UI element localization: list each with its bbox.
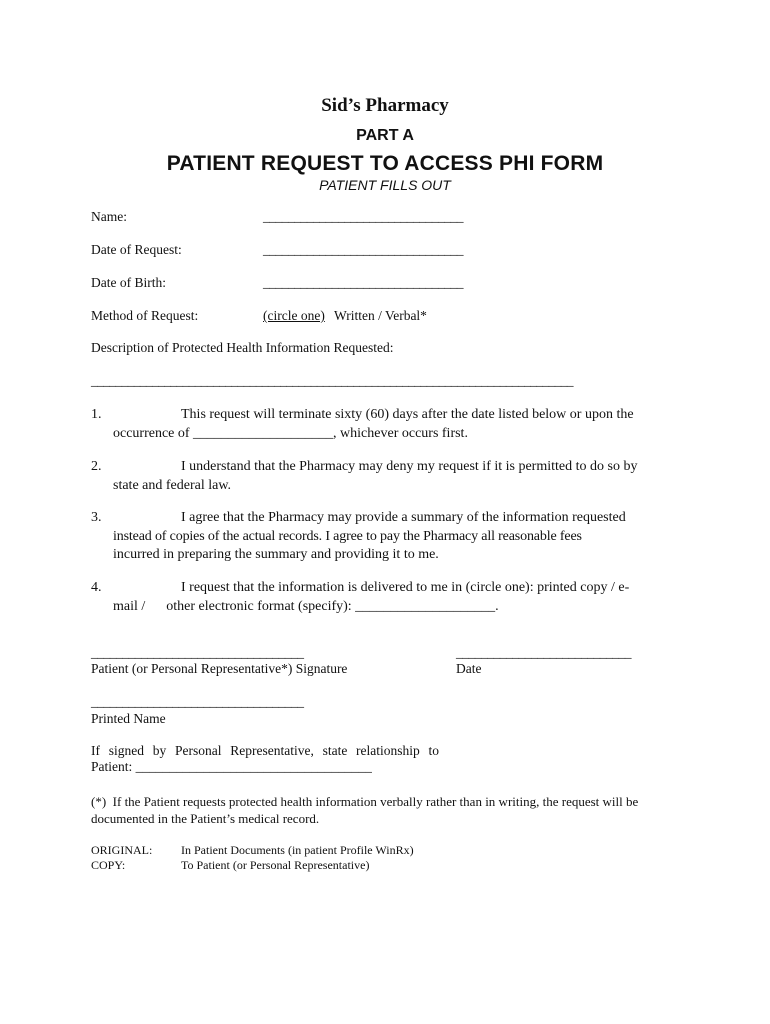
pharmacy-name: Sid’s Pharmacy [321,95,449,116]
name-field[interactable]: ________________________________ [263,209,463,224]
date-of-birth-label: Date of Birth: [91,275,166,290]
item-text-line[interactable]: occurrence of ____________________, whichever occurs first. [113,425,468,441]
item-number: 3. [91,510,102,525]
copy-label: COPY: [91,858,126,872]
signature-label: Patient (or Personal Representative*) Signature [91,661,348,676]
list-item-3 [91,509,681,565]
item-number: 2. [91,459,102,474]
description-label: Description of Protected Health Information Requested: [91,340,394,355]
printed-name-label: Printed Name [91,711,166,726]
item-text-line: I understand that the Pharmacy may deny my request if it is permitted to do so by [181,459,638,474]
item-text-line: incurred in preparing the summary and providing it to me. [113,547,439,562]
date-of-birth-field[interactable]: ________________________________ [263,275,463,290]
date-of-request-field[interactable]: ________________________________ [263,242,463,257]
item-number: 1. [91,407,102,422]
form-subtitle: PATIENT FILLS OUT [319,177,451,193]
name-label: Name: [91,209,127,224]
signature-field[interactable]: __________________________________ [91,645,304,660]
item-text-line[interactable]: mail / other electronic format (specify): ____________________. [113,598,499,614]
part-label: PART A [356,127,414,144]
printed-name-field[interactable]: __________________________________ [91,694,304,709]
representative-relationship-field[interactable]: Patient: ___________________________________ [91,759,372,774]
item-text-line: I agree that the Pharmacy may provide a summary of the information requested [181,510,626,525]
form-title: PATIENT REQUEST TO ACCESS PHI FORM [166,152,604,175]
item-number: 4. [91,580,102,595]
verbal-request-note-cont: documented in the Patient’s medical record. [91,811,320,826]
original-destination: In Patient Documents (in patient Profile WinRx) [181,843,414,857]
list-item-1 [91,406,681,443]
verbal-request-note: (*) If the Patient requests protected health information verbally rather than in writing, the request will be [91,794,639,809]
signature-date-label: Date [456,661,482,676]
original-label: ORIGINAL: [91,843,153,857]
method-options[interactable]: Written / Verbal* [334,308,427,323]
item-text-line: instead of copies of the actual records. I agree to pay the Pharmacy all reasonable fees [113,528,582,544]
method-circle-instruction: (circle one) [263,308,325,323]
description-field[interactable]: _______________________________________________________________________________ [91,373,573,388]
item-text-line: I request that the information is delivered to me in (circle one): printed copy / e- [181,580,630,595]
date-of-request-label: Date of Request: [91,242,182,257]
item-text-line: state and federal law. [113,477,232,493]
method-of-request-label: Method of Request: [91,308,199,323]
list-item-4 [91,579,681,616]
list-item-2 [91,458,681,495]
copy-destination: To Patient (or Personal Representative) [181,858,370,872]
representative-relationship-text: If signed by Personal Representative, state relationship to [91,743,440,758]
item-text-line: This request will terminate sixty (60) days after the date listed below or upon the [181,407,634,422]
signature-date-field[interactable]: ____________________________ [456,645,631,660]
